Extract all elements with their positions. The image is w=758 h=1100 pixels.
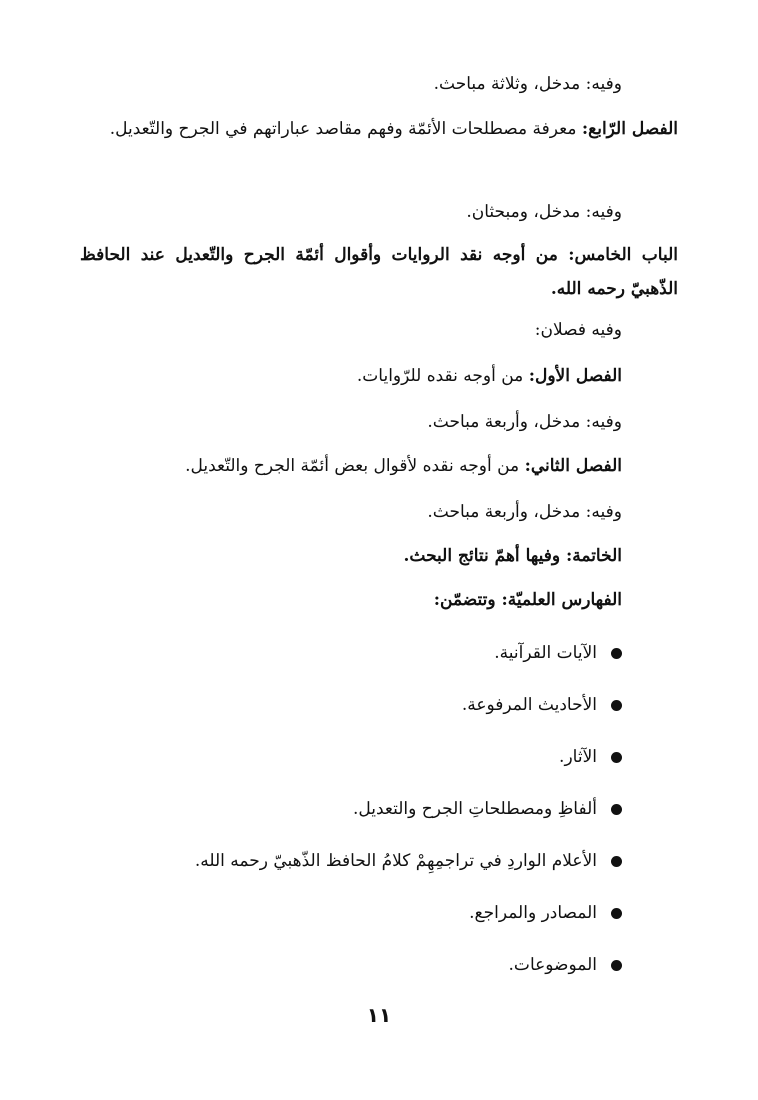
line-chapter4-contents: وفيه: مدخل، ومبحثان. <box>466 202 622 222</box>
list-item-text: ألفاظِ ومصطلحاتِ الجرح والتعديل. <box>352 799 597 819</box>
part5-text: من أوجه نقد الروايات وأقوال أئمّة الجرح والتّعديل عند الحافظ الذّهبيّ رحمه الله. <box>80 245 678 299</box>
chapter2-text: من أوجه نقده لأقوال بعض أئمّة الجرح والتّعديل. <box>185 456 520 476</box>
indexes-label: الفهارس العلميّة: <box>501 590 622 610</box>
chapter2-entry <box>185 456 622 476</box>
indexes-text: وتتضمّن: <box>433 590 496 610</box>
indexes-entry <box>434 590 622 610</box>
list-item <box>195 731 622 783</box>
line-chapter3-contents: وفيه: مدخل، وثلاثة مباحث. <box>433 74 622 94</box>
conclusion-text: وفيها أهمّ نتائج البحث. <box>403 546 561 566</box>
bullet-icon <box>611 700 622 711</box>
chapter2-label: الفصل الثاني: <box>524 456 622 476</box>
bullet-icon <box>611 856 622 867</box>
chapter4-label: الفصل الرّابع: <box>581 119 678 139</box>
list-item <box>195 679 622 731</box>
list-item-text: الآيات القرآنية. <box>494 643 597 663</box>
list-item <box>195 627 622 679</box>
conclusion-label: الخاتمة: <box>565 546 622 566</box>
list-item-text: الموضوعات. <box>508 955 597 975</box>
list-item-text: الأعلام الواردِ في تراجمِهِمْ كلامُ الحافظ الذّهبيّ رحمه الله. <box>194 851 597 871</box>
list-item <box>195 783 622 835</box>
list-item <box>195 939 622 991</box>
line-part5-contents: وفيه فصلان: <box>534 320 622 340</box>
list-item-text: الآثار. <box>559 747 597 767</box>
bullet-icon <box>611 648 622 659</box>
list-item <box>195 835 622 887</box>
bullet-icon <box>611 804 622 815</box>
bullet-icon <box>611 908 622 919</box>
line-chapter2-contents: وفيه: مدخل، وأربعة مباحث. <box>427 502 622 522</box>
list-item <box>195 887 622 939</box>
part5-label: الباب الخامس: <box>568 245 678 265</box>
chapter4-entry <box>80 112 678 146</box>
indexes-list <box>195 627 622 991</box>
chapter1-text: من أوجه نقده للرّوايات. <box>356 366 524 386</box>
chapter1-label: الفصل الأول: <box>528 366 622 386</box>
list-item-text: المصادر والمراجع. <box>469 903 597 923</box>
part5-entry <box>80 238 678 306</box>
conclusion-entry <box>403 546 622 566</box>
chapter4-text: معرفة مصطلحات الأئمّة وفهم مقاصد عباراتهم في الجرح والتّعديل. <box>109 119 577 139</box>
chapter1-entry <box>357 366 622 386</box>
bullet-icon <box>611 960 622 971</box>
page-number: ١١ <box>366 1003 392 1027</box>
line-chapter1-contents: وفيه: مدخل، وأربعة مباحث. <box>427 412 622 432</box>
bullet-icon <box>611 752 622 763</box>
list-item-text: الأحاديث المرفوعة. <box>461 695 597 715</box>
